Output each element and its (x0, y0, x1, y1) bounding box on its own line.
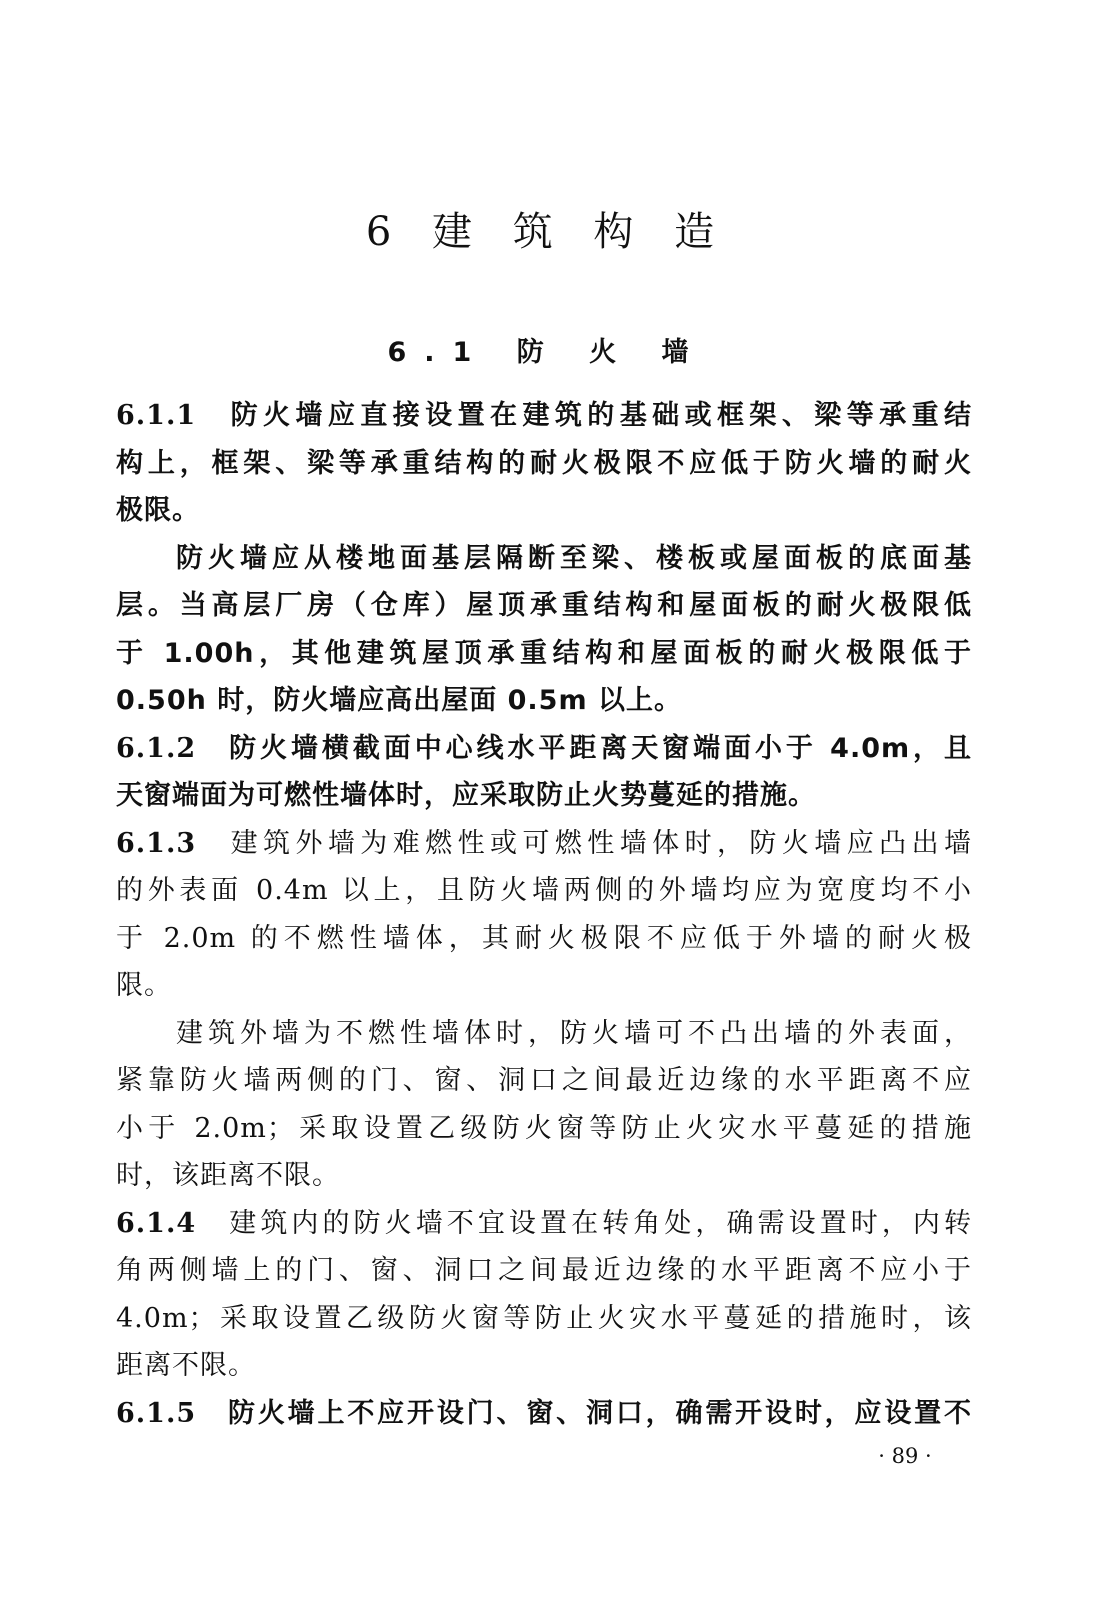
clause-6-1-4-line-3: 4.0m；采取设置乙级防火窗等防止火灾水平蔓延的措施时，该 (116, 1302, 972, 1334)
clause-6-1-3-para2-line-4: 时，该距离不限。 (116, 1160, 340, 1191)
clause-6-1-1-para2-line-4: 0.50h 时，防火墙应高出屋面 0.5m 以上。 (116, 685, 683, 716)
clause-6-1-1-line-3: 极限。 (116, 495, 200, 526)
clause-6-1-2-line-1 (116, 725, 972, 773)
clause-6-1-3-para2-line-3: 小于 2.0m；采取设置乙级防火窗等防止火灾水平蔓延的措施 (116, 1112, 972, 1144)
document-body (116, 392, 972, 1437)
clause-text: 建筑内的防火墙不宜设置在转角处，确需设置时，内转 (226, 1207, 972, 1239)
clause-number: 6.1.4 (116, 1207, 197, 1239)
clause-6-1-4-line-1 (116, 1200, 972, 1248)
clause-6-1-3-line-3: 于 2.0m 的不燃性墙体，其耐火极限不应低于外墙的耐火极 (116, 922, 972, 954)
chapter-title: 6 建 筑 构 造 (365, 209, 729, 255)
clause-6-1-1-para2-line-1: 防火墙应从楼地面基层隔断至梁、楼板或屋面板的底面基 (176, 542, 972, 574)
clause-6-1-3-line-1 (116, 820, 972, 868)
clause-text: 防火墙横截面中心线水平距离天窗端面小于 4.0m，且 (226, 732, 972, 764)
clause-6-1-2-line-2: 天窗端面为可燃性墙体时，应采取防止火势蔓延的措施。 (116, 780, 816, 811)
clause-text: 防火墙上不应开设门、窗、洞口，确需开设时，应设置不 (226, 1397, 972, 1429)
clause-number: 6.1.5 (116, 1397, 197, 1429)
clause-6-1-4-line-2: 角两侧墙上的门、窗、洞口之间最近边缘的水平距离不应小于 (116, 1255, 972, 1286)
clause-6-1-1-line-1 (116, 392, 972, 440)
page-number: · 89 · (878, 1444, 932, 1468)
section-title: 6.1 防 火 墙 (387, 337, 707, 368)
clause-number: 6.1.3 (116, 827, 197, 859)
clause-6-1-1-para2-line-3: 于 1.00h，其他建筑屋顶承重结构和屋面板的耐火极限低于 (116, 637, 972, 669)
clause-text: 防火墙应直接设置在建筑的基础或框架、梁等承重结 (226, 400, 972, 431)
clause-text: 建筑外墙为难燃性或可燃性墙体时，防火墙应凸出墙 (226, 827, 972, 859)
clause-number: 6.1.1 (116, 400, 197, 431)
clause-6-1-1-line-2: 构上，框架、梁等承重结构的耐火极限不应低于防火墙的耐火 (116, 447, 972, 479)
clause-6-1-3-para2-line-2: 紧靠防火墙两侧的门、窗、洞口之间最近边缘的水平距离不应 (116, 1065, 972, 1096)
clause-6-1-3-line-2: 的外表面 0.4m 以上，且防火墙两侧的外墙均应为宽度均不小 (116, 875, 972, 906)
clause-6-1-1-para2-line-2: 层。当高层厂房（仓库）屋顶承重结构和屋面板的耐火极限低 (116, 590, 972, 621)
clause-6-1-3-para2-line-1: 建筑外墙为不燃性墙体时，防火墙可不凸出墙的外表面， (176, 1017, 972, 1049)
clause-number: 6.1.2 (116, 732, 197, 764)
clause-6-1-4-line-4: 距离不限。 (116, 1350, 256, 1381)
clause-6-1-5-line-1 (116, 1390, 972, 1438)
clause-6-1-3-line-4: 限。 (116, 970, 172, 1001)
